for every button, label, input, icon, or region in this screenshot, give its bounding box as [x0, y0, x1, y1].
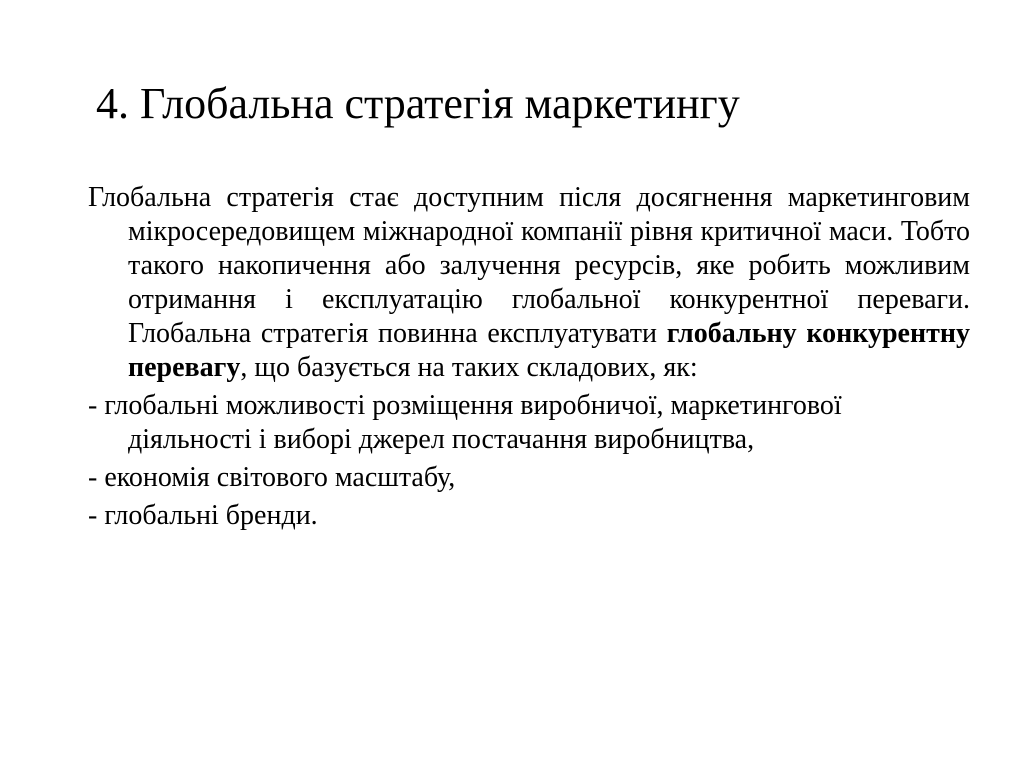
bullet-item: - економія світового масштабу,	[88, 462, 456, 493]
paragraph-text-end: , що базується на таких складових, як:	[240, 352, 698, 383]
main-paragraph	[88, 181, 970, 385]
bullet-item: - глобальні можливості розміщення виробничої, маркетингової діяльності і виборі джерел постачання виробництва,	[88, 390, 842, 455]
slide-body	[88, 181, 970, 533]
slide-title: 4. Глобальна стратегія маркетингу	[96, 79, 740, 128]
bullet-item: - глобальні бренди.	[88, 500, 318, 531]
paragraph-text-start: Глобальна стратегія стає доступним після досягнення маркетинговим мікросередовищем міжнародної компанії рівня критичної маси. Тобто такого накопичення або залучення ресурсів, яке робить можливим отримання і експлуатацію глобальної конкурентної переваги. Глобальна стратегія повинна експлуатувати	[88, 182, 970, 349]
paragraph-bold-phrase: глобальну конкурентну перевагу	[128, 318, 970, 383]
